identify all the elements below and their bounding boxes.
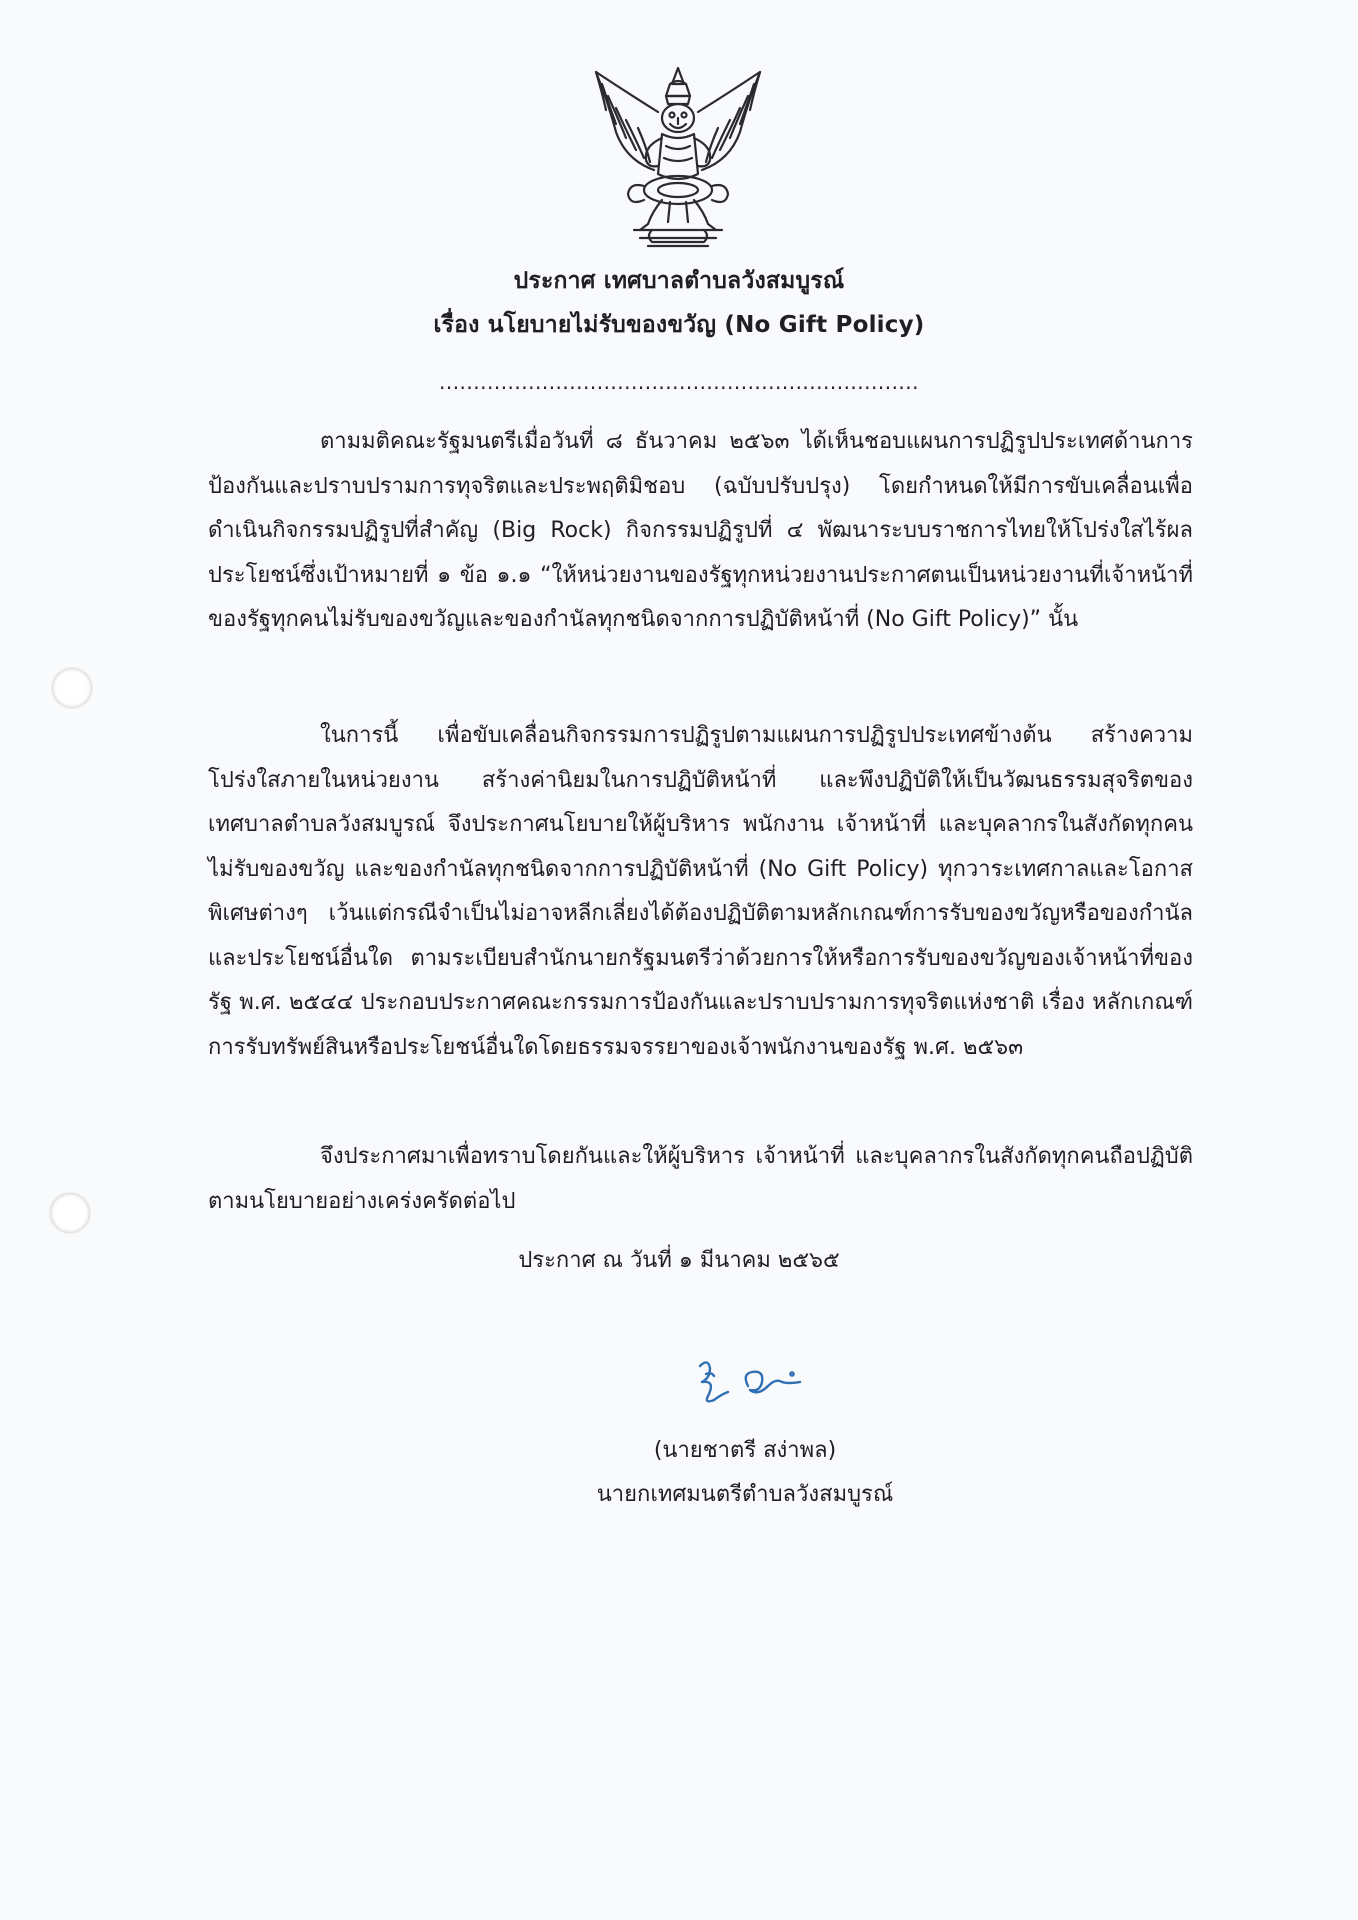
punch-hole bbox=[52, 668, 92, 708]
paragraph-text: ตามมติคณะรัฐมนตรีเมื่อวันที่ ๘ ธันวาคม ๒๕๖๓ ได้เห็นชอบแผนการปฏิรูปประเทศด้านการป้องกันและปราบปรามการทุจริตและประพฤติมิชอบ (ฉบับปรับปรุง) โดยกำหนดให้มีการขับเคลื่อนเพื่อดำเนินกิจกรรมปฏิรูปที่สำคัญ (Big Rock) กิจกรรมปฏิรูปที่ ๔ พัฒนาระบบราชการไทยให้โปร่งใสไร้ผลประโยชน์ซึ่งเป้าหมายที่ ๑ ข้อ ๑.๑ “ให้หน่วยงานของรัฐทุกหน่วยงานประกาศตนเป็นหน่วยงานที่เจ้าหน้าที่ของรัฐทุกคนไม่รับของขวัญและของกำนัลทุกชนิดจากการปฏิบัติหน้าที่ (No Gift Policy)” นั้น bbox=[208, 429, 1193, 632]
body-paragraph-1 bbox=[208, 420, 1193, 643]
signature-mark bbox=[686, 1352, 816, 1414]
body-paragraph-3 bbox=[208, 1135, 1193, 1224]
punch-hole bbox=[50, 1193, 90, 1233]
paragraph-text: จึงประกาศมาเพื่อทราบโดยกันและให้ผู้บริหาร เจ้าหน้าที่ และบุคลากรในสังกัดทุกคนถือปฏิบัติตามนโยบายอย่างเคร่งครัดต่อไป bbox=[208, 1144, 1193, 1214]
document-subject: เรื่อง นโยบายไม่รับของขวัญ (No Gift Policy) bbox=[433, 312, 925, 338]
document-title: ประกาศ เทศบาลตำบลวังสมบูรณ์ bbox=[513, 268, 845, 294]
announcement-date: ประกาศ ณ วันที่ ๑ มีนาคม ๒๕๖๕ bbox=[518, 1248, 840, 1273]
body-paragraph-2 bbox=[208, 714, 1193, 1070]
paragraph-text: ในการนี้ เพื่อขับเคลื่อนกิจกรรมการปฏิรูปตามแผนการปฏิรูปประเทศข้างต้น สร้างความโปร่งใสภายในหน่วยงาน สร้างค่านิยมในการปฏิบัติหน้าที่ และพึงปฏิบัติให้เป็นวัฒนธรรมสุจริตของเทศบาลตำบลวังสมบูรณ์ จึงประกาศนโยบายให้ผู้บริหาร พนักงาน เจ้าหน้าที่ และบุคลากรในสังกัดทุกคนไม่รับของขวัญ และของกำนัลทุกชนิดจากการปฏิบัติหน้าที่ (No Gift Policy) ทุกวาระเทศกาลและโอกาสพิเศษต่างๆ เว้นแต่กรณีจำเป็นไม่อาจหลีกเลี่ยงได้ต้องปฏิบัติตามหลักเกณฑ์การรับของขวัญหรือของกำนัลและประโยชน์อื่นใด ตามระเบียบสำนักนายกรัฐมนตรีว่าด้วยการให้หรือการรับของขวัญของเจ้าหน้าที่ของรัฐ พ.ศ. ๒๕๔๔ ประกอบประกาศคณะกรรมการป้องกันและปราบปรามการทุจริตแห่งชาติ เรื่อง หลักเกณฑ์การรับทรัพย์สินหรือประโยชน์อื่นใดโดยธรรมจรรยาของเจ้าพนักงานของรัฐ พ.ศ. ๒๕๖๓ bbox=[208, 723, 1193, 1060]
title-separator: ...................................................................... bbox=[438, 370, 920, 394]
signer-title: นายกเทศมนตรีตำบลวังสมบูรณ์ bbox=[596, 1482, 894, 1507]
signer-name: (นายชาตรี สง่าพล) bbox=[653, 1438, 837, 1463]
garuda-emblem-icon bbox=[586, 62, 770, 250]
